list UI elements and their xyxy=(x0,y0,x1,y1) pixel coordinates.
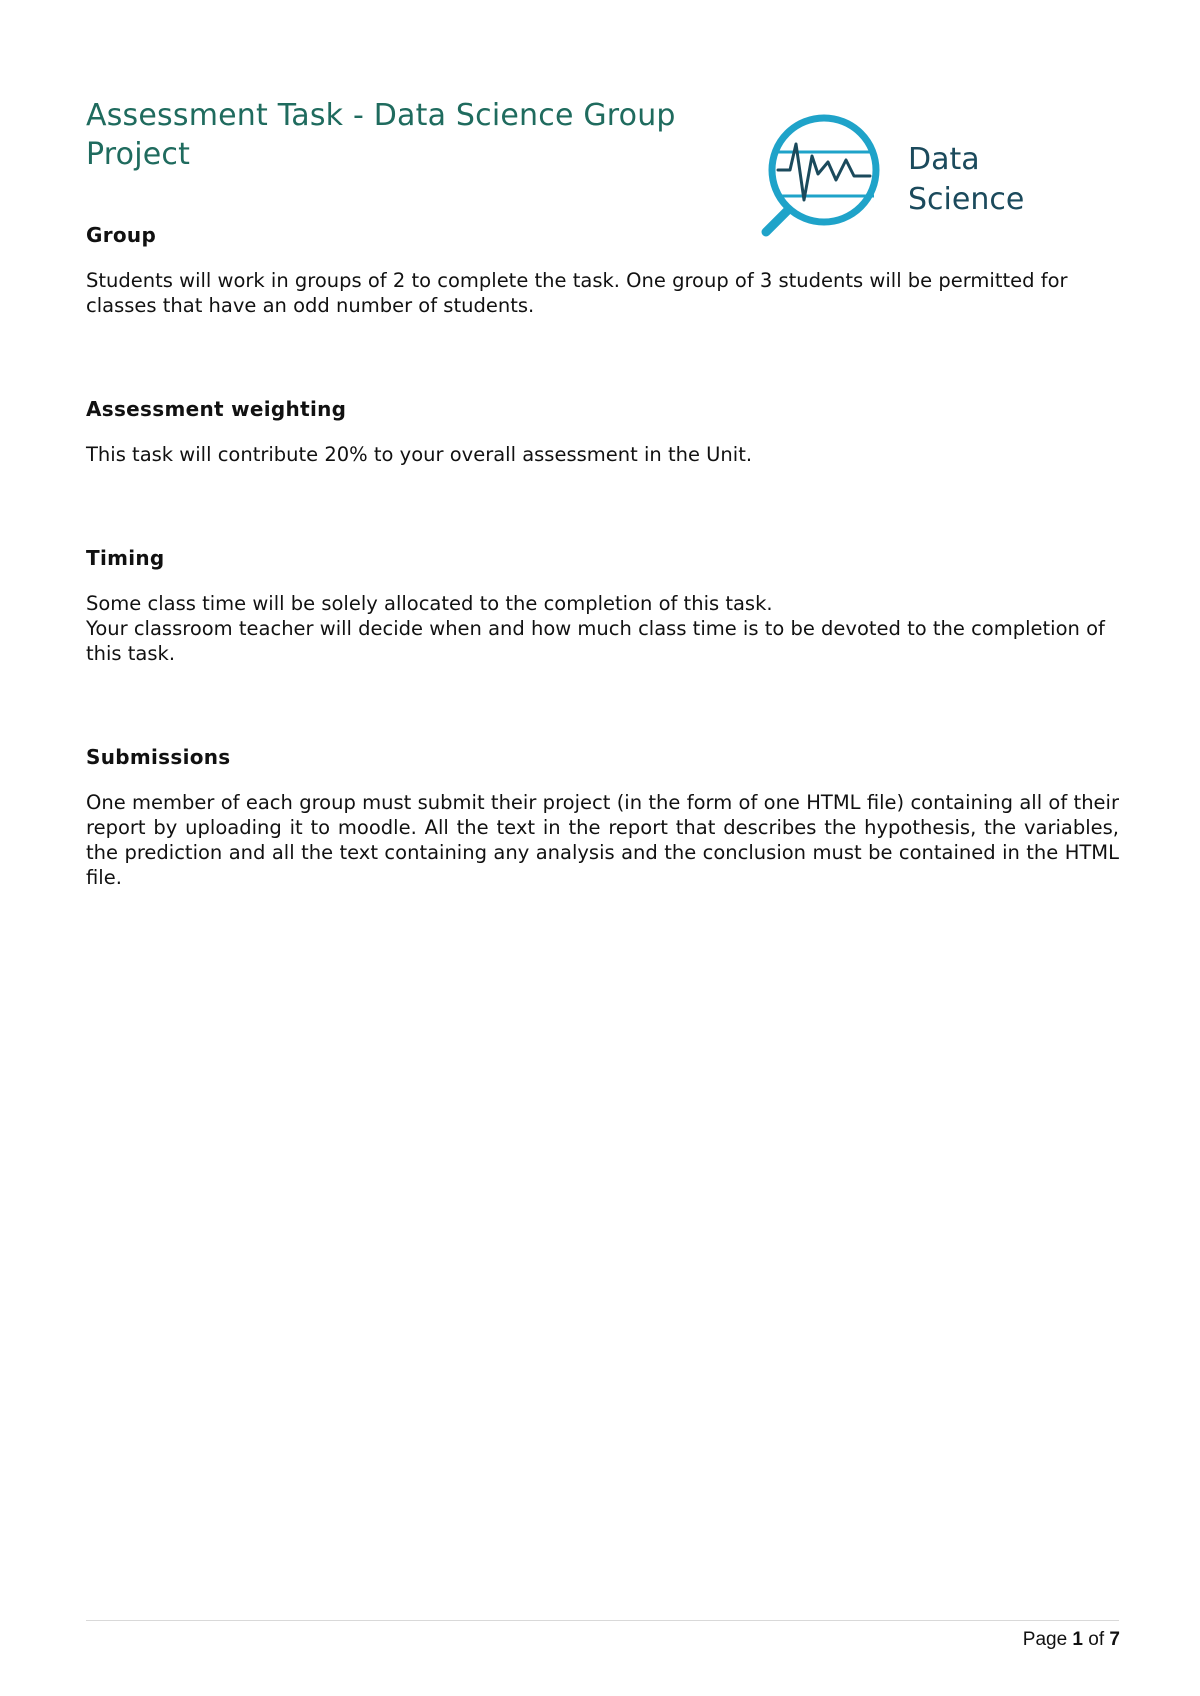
section-heading: Timing xyxy=(86,546,165,570)
section-heading: Assessment weighting xyxy=(86,397,347,421)
section-submissions xyxy=(86,744,1119,890)
page-label: Page xyxy=(1022,1629,1068,1650)
of-label: of xyxy=(1088,1629,1105,1650)
section-paragraph xyxy=(86,268,1119,318)
section-paragraph xyxy=(86,790,1119,890)
section-timing xyxy=(86,545,1119,666)
paragraph-line: One member of each group must submit their project (in the form of one HTML file) containing all of their report by uploading it to moodle. All the text in the report that describes the hypothesis, the variables, the prediction and all the text containing any analysis and the conclusion must be contained in the HTML file. xyxy=(86,791,1119,889)
paragraph-line: Some class time will be solely allocated to the completion of this task. xyxy=(86,592,773,615)
section-paragraph xyxy=(86,442,1119,467)
page-current: 1 xyxy=(1072,1629,1083,1650)
section-paragraph xyxy=(86,591,1119,666)
section-heading: Submissions xyxy=(86,745,231,769)
footer-divider xyxy=(86,1620,1119,1621)
section-assessment-weighting xyxy=(86,396,1119,467)
logo-word-data: Data xyxy=(908,142,980,177)
paragraph-line: Your classroom teacher will decide when and how much class time is to be devoted to the completion of this task. xyxy=(86,617,1105,665)
page-title: Assessment Task - Data Science Group Project xyxy=(86,98,676,172)
paragraph-line: Students will work in groups of 2 to complete the task. One group of 3 students will be permitted for classes that have an odd number of students. xyxy=(86,269,1068,317)
section-heading: Group xyxy=(86,223,157,247)
page-total: 7 xyxy=(1109,1629,1120,1650)
logo-word-science: Science xyxy=(908,182,1025,217)
page-number xyxy=(1023,1628,1120,1652)
paragraph-line: This task will contribute 20% to your overall assessment in the Unit. xyxy=(86,443,753,466)
section-group xyxy=(86,222,1119,318)
